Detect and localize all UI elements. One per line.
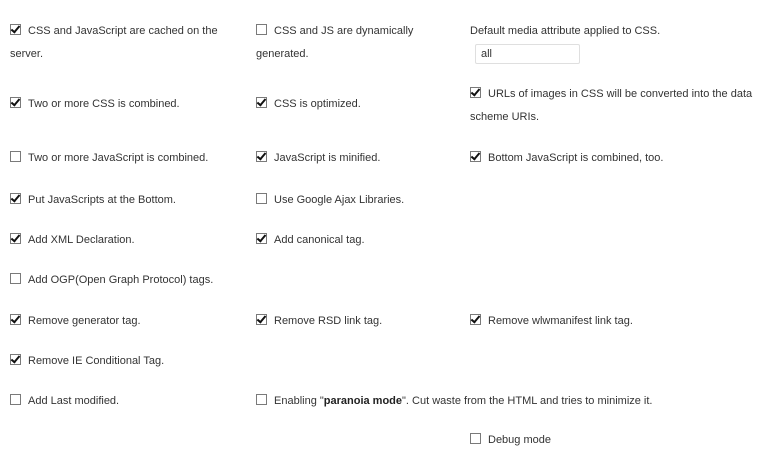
option-xml-declaration[interactable] bbox=[10, 229, 135, 252]
js-minified-label[interactable]: JavaScript is minified. bbox=[274, 152, 381, 164]
canonical-tag-label[interactable]: Add canonical tag. bbox=[274, 234, 365, 246]
xml-declaration-checkbox[interactable] bbox=[10, 233, 21, 244]
ogp-tags-checkbox[interactable] bbox=[10, 273, 21, 284]
option-js-minified[interactable] bbox=[256, 147, 380, 170]
media-attribute-input[interactable] bbox=[475, 44, 580, 64]
remove-ie-conditional-label[interactable]: Remove IE Conditional Tag. bbox=[28, 355, 165, 367]
google-ajax-label[interactable]: Use Google Ajax Libraries. bbox=[274, 194, 405, 206]
js-bottom-checkbox[interactable] bbox=[10, 193, 21, 204]
option-css-combined[interactable] bbox=[10, 93, 180, 116]
paranoia-mode-label-suffix: ". Cut waste from the HTML and tries to minimize it. bbox=[402, 395, 653, 407]
option-js-combined[interactable] bbox=[10, 147, 208, 170]
css-optimized-checkbox[interactable] bbox=[256, 97, 267, 108]
css-js-dynamic-label[interactable]: CSS and JS are dynamically generated. bbox=[256, 25, 414, 60]
canonical-tag-checkbox[interactable] bbox=[256, 233, 267, 244]
ogp-tags-label[interactable]: Add OGP(Open Graph Protocol) tags. bbox=[28, 274, 214, 286]
option-bottom-js-combined[interactable] bbox=[470, 147, 663, 170]
css-js-cached-label[interactable]: CSS and JavaScript are cached on the server. bbox=[10, 25, 218, 60]
remove-generator-label[interactable]: Remove generator tag. bbox=[28, 315, 141, 327]
css-optimized-label[interactable]: CSS is optimized. bbox=[274, 98, 361, 110]
option-css-data-uri[interactable] bbox=[470, 83, 780, 129]
remove-generator-checkbox[interactable] bbox=[10, 314, 21, 325]
paranoia-mode-label-bold: paranoia mode bbox=[323, 395, 403, 407]
paranoia-mode-checkbox[interactable] bbox=[256, 394, 267, 405]
remove-wlwmanifest-label[interactable]: Remove wlwmanifest link tag. bbox=[488, 315, 633, 327]
remove-wlwmanifest-checkbox[interactable] bbox=[470, 314, 481, 325]
option-remove-wlwmanifest[interactable] bbox=[470, 310, 633, 333]
paranoia-mode-label[interactable] bbox=[274, 395, 653, 407]
option-debug-mode[interactable] bbox=[470, 429, 551, 452]
js-minified-checkbox[interactable] bbox=[256, 151, 267, 162]
css-js-cached-checkbox[interactable] bbox=[10, 24, 21, 35]
debug-mode-checkbox[interactable] bbox=[470, 433, 481, 444]
remove-rsd-checkbox[interactable] bbox=[256, 314, 267, 325]
remove-ie-conditional-checkbox[interactable] bbox=[10, 354, 21, 365]
option-canonical-tag[interactable] bbox=[256, 229, 365, 252]
last-modified-checkbox[interactable] bbox=[10, 394, 21, 405]
paranoia-mode-label-prefix: Enabling " bbox=[274, 395, 324, 407]
option-ogp-tags[interactable] bbox=[10, 269, 213, 292]
last-modified-label[interactable]: Add Last modified. bbox=[28, 395, 120, 407]
option-css-js-dynamic[interactable] bbox=[256, 20, 451, 66]
option-remove-generator[interactable] bbox=[10, 310, 141, 333]
option-last-modified[interactable] bbox=[10, 390, 119, 413]
css-data-uri-checkbox[interactable] bbox=[470, 87, 481, 98]
js-combined-label[interactable]: Two or more JavaScript is combined. bbox=[28, 152, 209, 164]
css-combined-label[interactable]: Two or more CSS is combined. bbox=[28, 98, 180, 110]
option-js-bottom[interactable] bbox=[10, 189, 176, 212]
css-js-dynamic-checkbox[interactable] bbox=[256, 24, 267, 35]
debug-mode-label[interactable]: Debug mode bbox=[488, 434, 551, 446]
option-remove-ie-conditional[interactable] bbox=[10, 350, 164, 373]
option-paranoia-mode[interactable] bbox=[256, 390, 653, 413]
option-css-optimized[interactable] bbox=[256, 93, 361, 116]
xml-declaration-label[interactable]: Add XML Declaration. bbox=[28, 234, 135, 246]
js-combined-checkbox[interactable] bbox=[10, 151, 21, 162]
media-attribute-label: Default media attribute applied to CSS. bbox=[470, 25, 661, 37]
option-css-js-cached[interactable] bbox=[10, 20, 245, 66]
js-bottom-label[interactable]: Put JavaScripts at the Bottom. bbox=[28, 194, 176, 206]
bottom-js-combined-checkbox[interactable] bbox=[470, 151, 481, 162]
google-ajax-checkbox[interactable] bbox=[256, 193, 267, 204]
css-data-uri-label[interactable]: URLs of images in CSS will be converted into the data scheme URIs. bbox=[470, 88, 753, 123]
option-google-ajax[interactable] bbox=[256, 189, 404, 212]
css-combined-checkbox[interactable] bbox=[10, 97, 21, 108]
bottom-js-combined-label[interactable]: Bottom JavaScript is combined, too. bbox=[488, 152, 664, 164]
remove-rsd-label[interactable]: Remove RSD link tag. bbox=[274, 315, 383, 327]
option-remove-rsd[interactable] bbox=[256, 310, 382, 333]
